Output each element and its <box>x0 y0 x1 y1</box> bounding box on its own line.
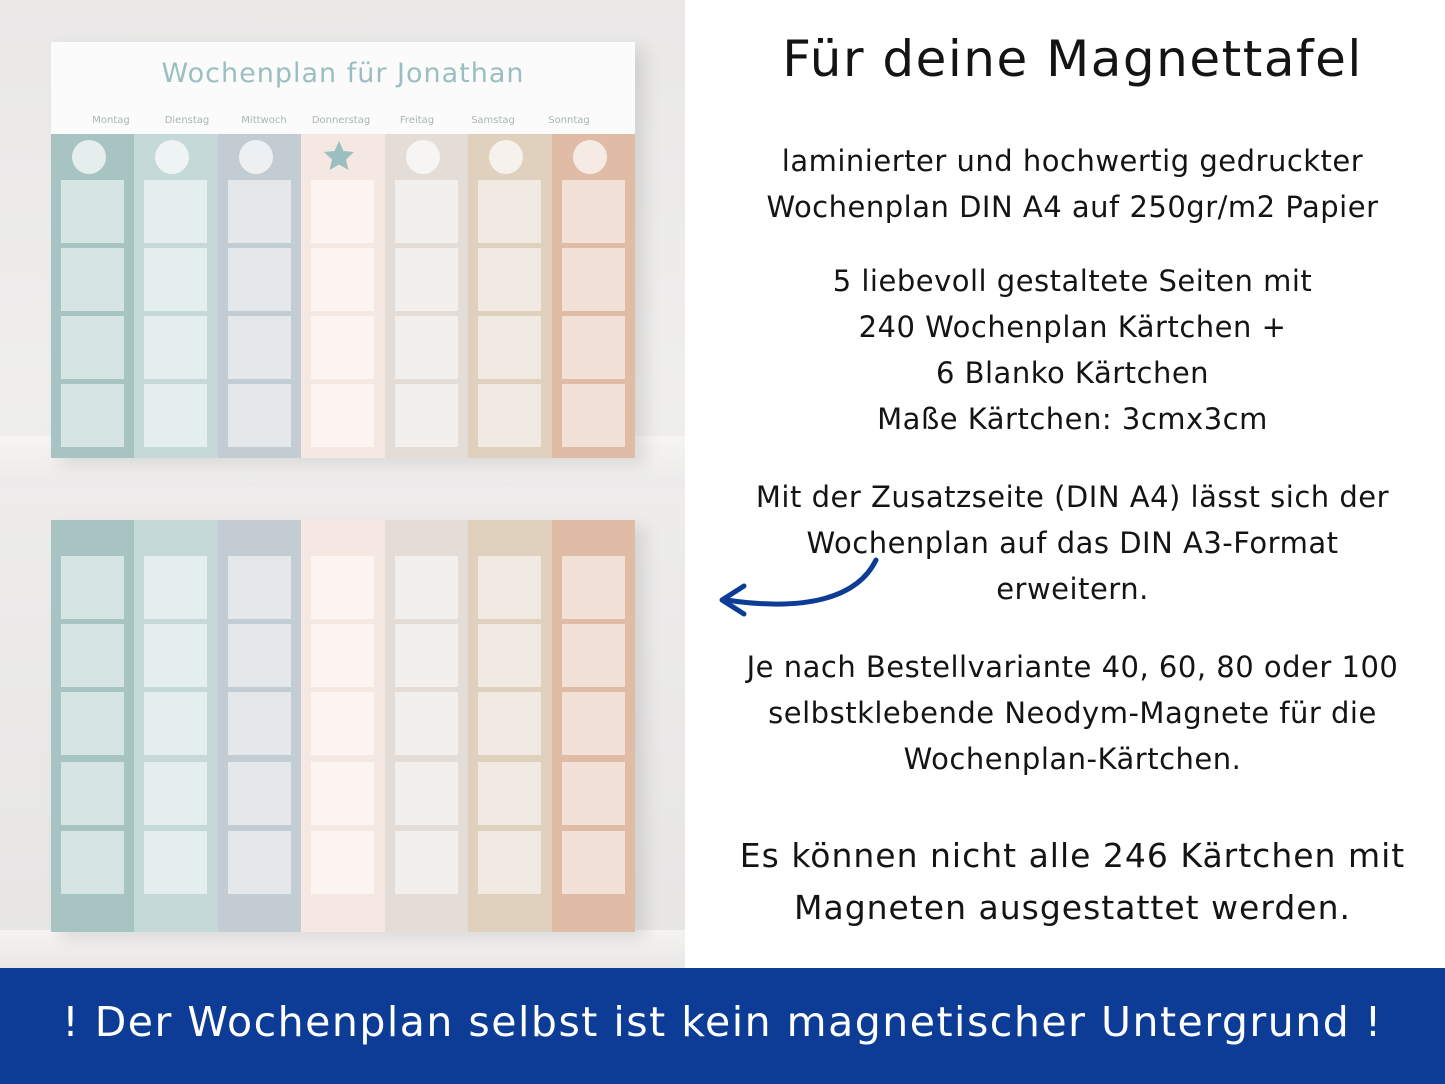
card-slot <box>228 831 291 894</box>
info-paragraph-print <box>700 138 1445 230</box>
info-line: selbstklebende Neodym-Magnete für die <box>768 696 1377 730</box>
info-line: Es können nicht alle 246 Kärtchen mit <box>739 836 1406 875</box>
circle-icon <box>406 140 440 174</box>
planner-column-donnerstag <box>301 520 385 932</box>
card-slot <box>61 316 124 379</box>
card-slot <box>395 316 458 379</box>
card-slot <box>478 831 541 894</box>
info-line: Je nach Bestellvariante 40, 60, 80 oder 100 <box>746 650 1399 684</box>
card-slot <box>562 316 625 379</box>
planner-column-dienstag <box>134 134 218 458</box>
card-slot <box>478 624 541 687</box>
info-line: Wochenplan auf das DIN A3-Format <box>806 526 1339 560</box>
day-label-donnerstag: Donnerstag <box>311 115 371 126</box>
card-slot <box>395 248 458 311</box>
card-slot <box>562 762 625 825</box>
card-slot <box>395 384 458 447</box>
card-slot <box>478 692 541 755</box>
planner-columns-main <box>51 134 635 458</box>
card-slot <box>311 316 374 379</box>
card-slot <box>311 762 374 825</box>
card-slot <box>395 692 458 755</box>
planner-title: Wochenplan für Jonathan <box>161 58 525 89</box>
card-slot <box>61 248 124 311</box>
planner-column-dienstag <box>134 520 218 932</box>
info-line: 240 Wochenplan Kärtchen + <box>858 310 1287 344</box>
planner-columns-extension <box>51 520 635 932</box>
card-slot <box>478 248 541 311</box>
card-slot <box>144 831 207 894</box>
card-slot <box>144 692 207 755</box>
card-slot <box>562 624 625 687</box>
card-slot <box>478 180 541 243</box>
card-slot <box>228 762 291 825</box>
card-slot <box>61 762 124 825</box>
circle-icon <box>239 140 273 174</box>
card-slot <box>311 692 374 755</box>
planner-column-montag <box>51 520 135 932</box>
circle-icon <box>72 140 106 174</box>
card-slot <box>144 762 207 825</box>
card-slot <box>144 556 207 619</box>
card-slot <box>61 180 124 243</box>
card-slot <box>144 316 207 379</box>
card-slot <box>311 384 374 447</box>
planner-column-mittwoch <box>218 134 302 458</box>
card-slot <box>562 180 625 243</box>
circle-icon <box>489 140 523 174</box>
card-slot <box>228 248 291 311</box>
card-slot <box>311 180 374 243</box>
card-slot <box>228 316 291 379</box>
circle-icon <box>155 140 189 174</box>
day-label-sonntag: Sonntag <box>548 115 590 126</box>
warning-banner-text: ! Der Wochenplan selbst ist kein magnetischer Untergrund ! <box>62 998 1383 1046</box>
card-slot <box>395 624 458 687</box>
info-line: erweitern. <box>996 572 1149 606</box>
card-slot <box>228 556 291 619</box>
info-line: 6 Blanko Kärtchen <box>935 356 1210 390</box>
card-slot <box>144 248 207 311</box>
planner-column-samstag <box>468 520 552 932</box>
info-paragraph-extension <box>700 474 1445 612</box>
card-slot <box>395 180 458 243</box>
info-line: Wochenplan DIN A4 auf 250gr/m2 Papier <box>766 190 1379 224</box>
card-slot <box>228 180 291 243</box>
card-slot <box>395 556 458 619</box>
info-line: Wochenplan-Kärtchen. <box>903 742 1242 776</box>
card-slot <box>562 384 625 447</box>
day-labels <box>51 115 635 129</box>
planner-column-sonntag <box>552 134 635 458</box>
info-line: Mit der Zusatzseite (DIN A4) lässt sich der <box>755 480 1390 514</box>
planner-column-samstag <box>468 134 552 458</box>
card-slot <box>395 762 458 825</box>
card-slot <box>61 692 124 755</box>
info-line: Magneten ausgestattet werden. <box>794 888 1351 927</box>
card-slot <box>61 831 124 894</box>
day-label-samstag: Samstag <box>471 115 515 126</box>
card-slot <box>311 248 374 311</box>
card-slot <box>228 384 291 447</box>
star-icon <box>322 139 356 173</box>
shelf-bottom <box>0 930 685 968</box>
card-slot <box>61 624 124 687</box>
day-label-montag: Montag <box>92 115 130 126</box>
circle-icon <box>573 140 607 174</box>
card-slot <box>61 556 124 619</box>
info-paragraph-cards <box>700 258 1445 442</box>
info-paragraph-note <box>715 830 1430 934</box>
card-slot <box>478 762 541 825</box>
day-label-mittwoch: Mittwoch <box>241 115 287 126</box>
planner-column-donnerstag <box>301 134 385 458</box>
planner-board-extension <box>51 520 635 932</box>
info-line: laminierter und hochwertig gedruckter <box>781 144 1364 178</box>
info-line: 5 liebevoll gestaltete Seiten mit <box>832 264 1313 298</box>
info-line: Maße Kärtchen: 3cmx3cm <box>877 402 1268 436</box>
planner-column-montag <box>51 134 135 458</box>
card-slot <box>61 384 124 447</box>
planner-column-freitag <box>385 134 469 458</box>
card-slot <box>478 556 541 619</box>
card-slot <box>562 831 625 894</box>
info-heading: Für deine Magnettafel <box>782 30 1363 88</box>
card-slot <box>478 384 541 447</box>
card-slot <box>562 692 625 755</box>
card-slot <box>228 624 291 687</box>
day-label-dienstag: Dienstag <box>164 115 210 126</box>
card-slot <box>228 692 291 755</box>
card-slot <box>311 831 374 894</box>
planner-column-mittwoch <box>218 520 302 932</box>
card-slot <box>144 624 207 687</box>
planner-column-sonntag <box>552 520 635 932</box>
planner-column-freitag <box>385 520 469 932</box>
card-slot <box>562 248 625 311</box>
card-slot <box>144 384 207 447</box>
product-photo <box>0 0 685 968</box>
card-slot <box>478 316 541 379</box>
day-label-freitag: Freitag <box>399 115 435 126</box>
info-paragraph-magnets <box>715 644 1430 782</box>
card-slot <box>144 180 207 243</box>
card-slot <box>562 556 625 619</box>
planner-board-main <box>51 42 635 458</box>
card-slot <box>395 831 458 894</box>
card-slot <box>311 624 374 687</box>
card-slot <box>311 556 374 619</box>
